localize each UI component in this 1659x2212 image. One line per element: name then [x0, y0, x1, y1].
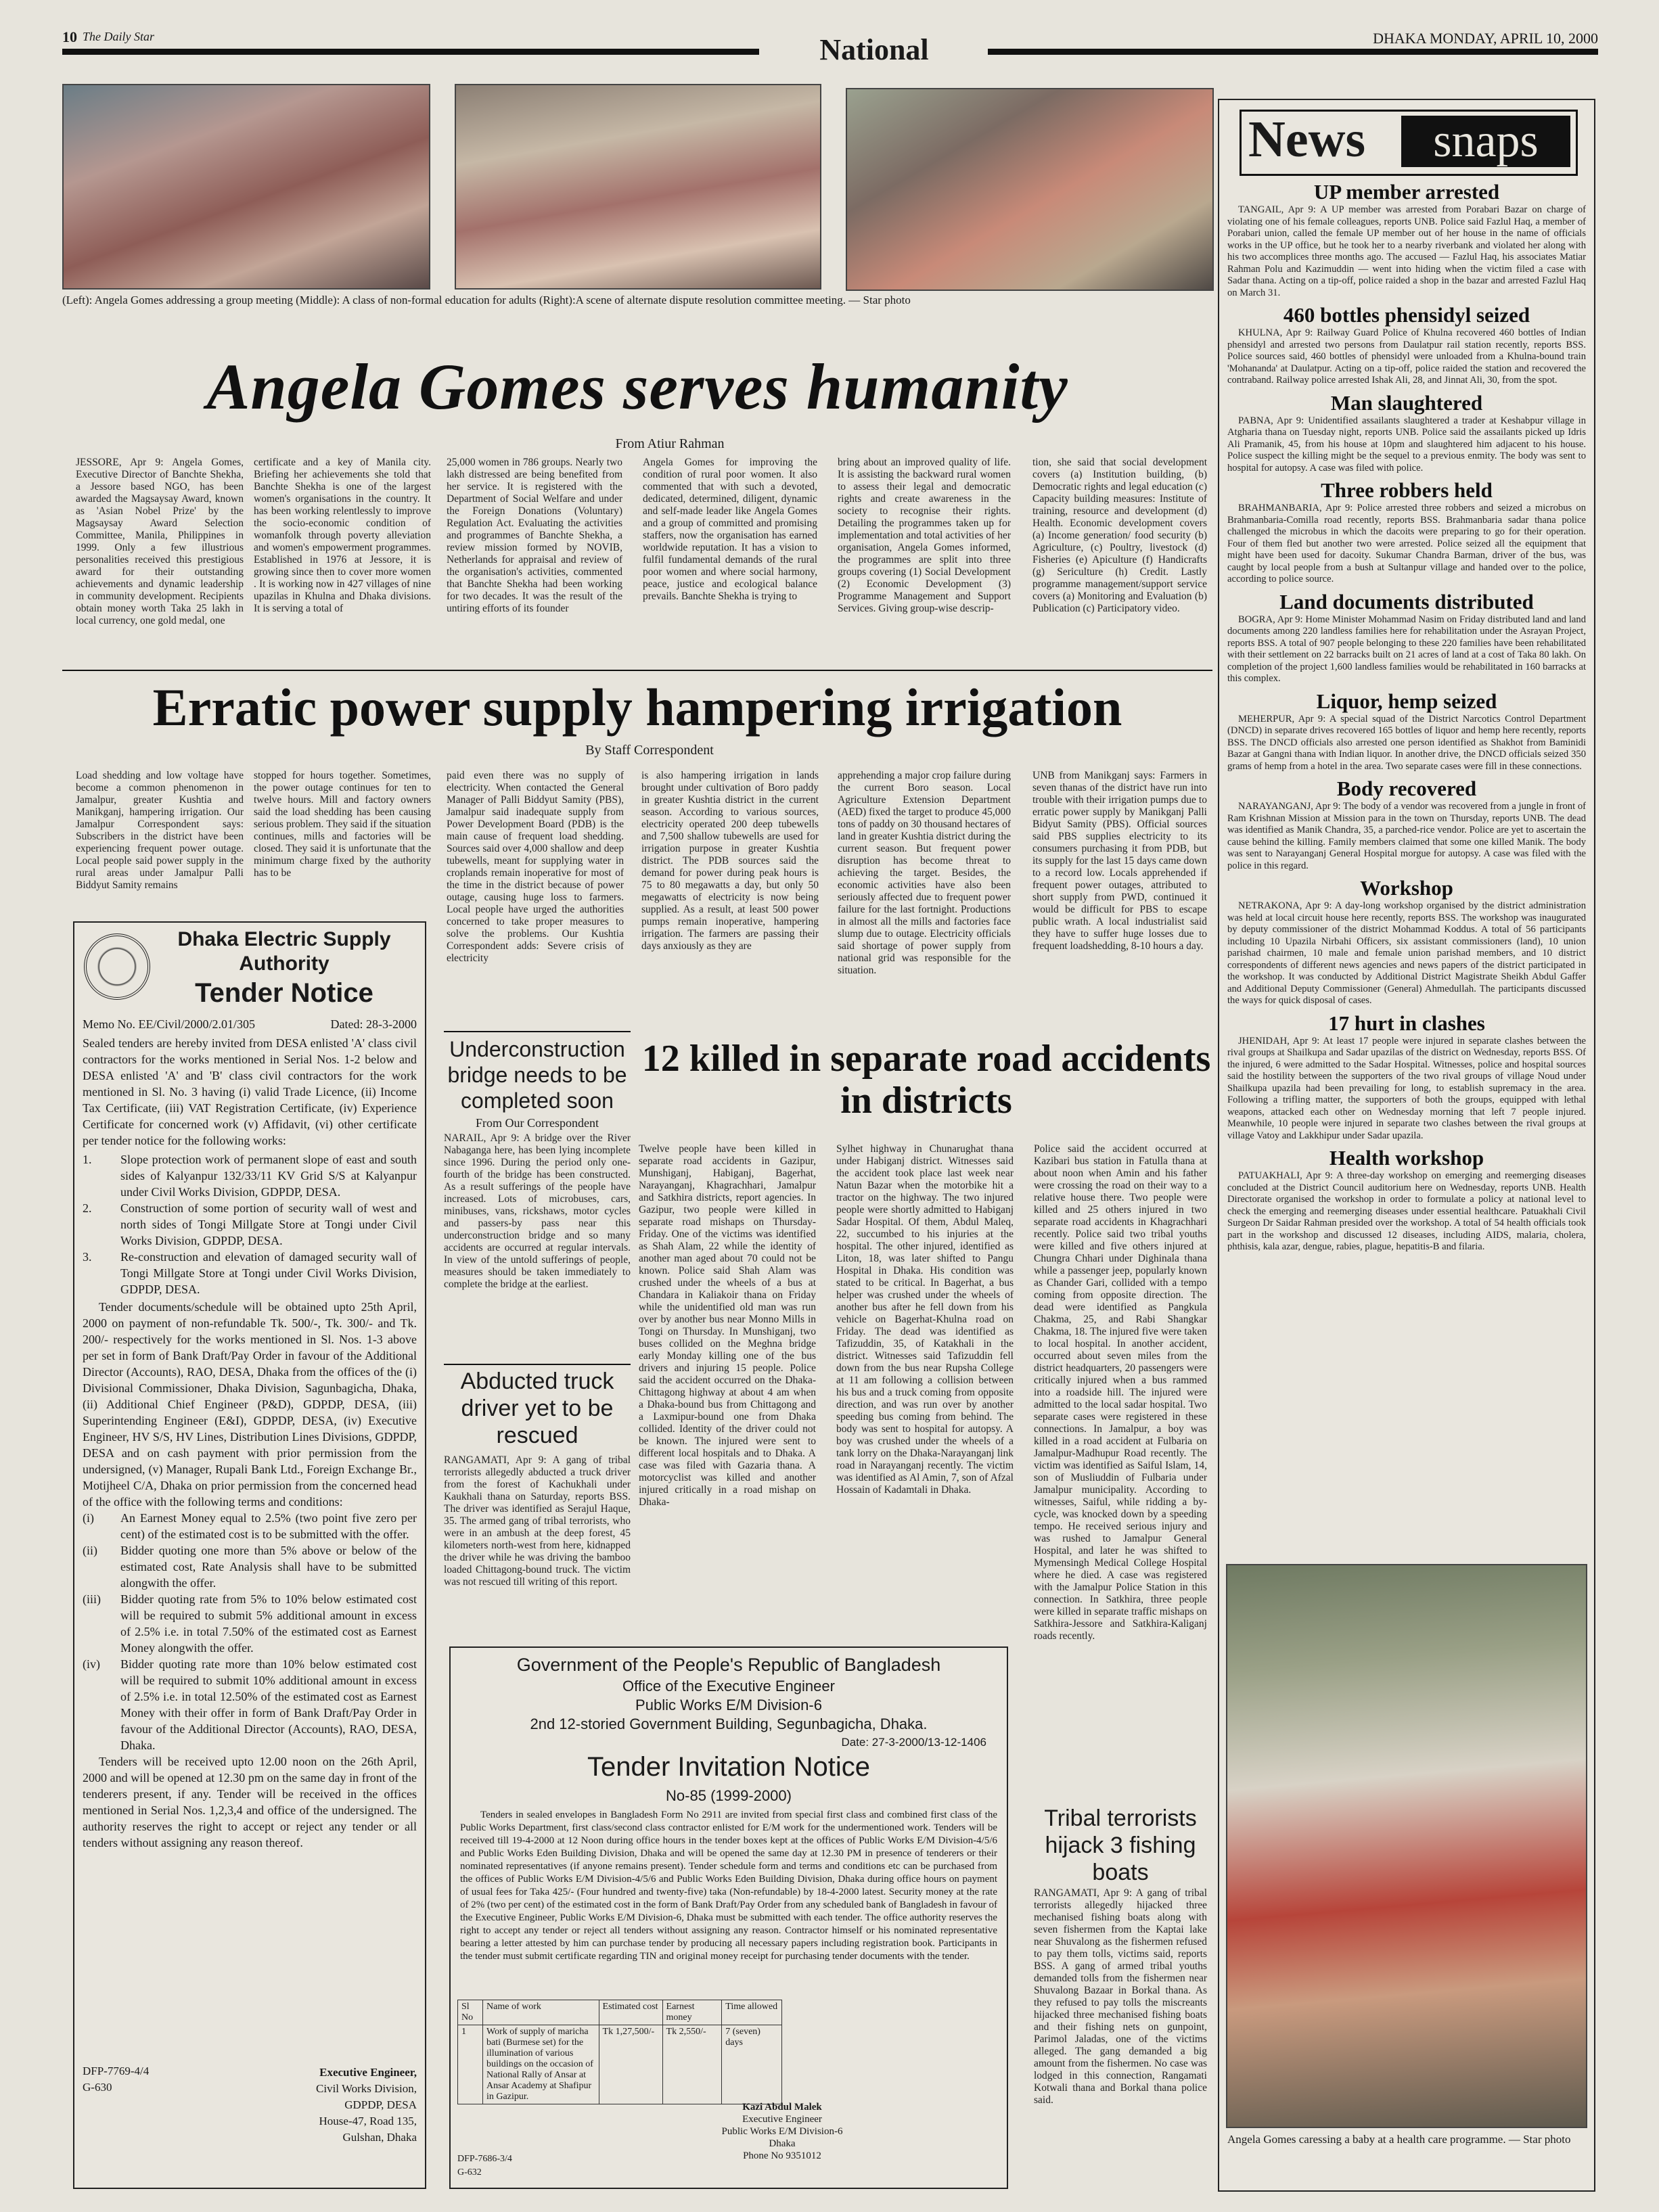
snap-body: BOGRA, Apr 9: Home Minister Mohammad Nasim on Friday distributed land and land documents among 220 landless families here for rehabilitation under the Asrayan Project, reports BSS. A total of 907 people belonging to these 220 families have been rehabilitated with their settlement on 22 barracks built on 21 acres of land at a cost of Taka 80 lakh. On completion of the project 1,600 landless families would be rehabilitated in 160 barracks at this complex. [1227, 614, 1586, 684]
desa-intro: Sealed tenders are hereby invited from DESA enlisted 'A' class civil contractors for the works mentioned in Serial Nos. 1-2 below and DESA enlisted 'A' and 'B' class civil contractors for the work mentioned in Sl. No. 3 having (i) valid Trade Licence, (ii) Income Tax Certificate, (iii) VAT Registration Certificate, (iv) Experience Certificate for concerned work (v) Affidavit, (vi) other certificate per tender notice for the following works: [83, 1036, 417, 1147]
pwd-signer-line: Dhaka [769, 2138, 796, 2149]
desa-condition-number: (ii) [83, 1544, 97, 1557]
list-item [1227, 1146, 1586, 1253]
road-column-2: Sylhet highway in Chunarughat thana under Habiganj district. Witnesses said the accident took place last week near Natun Bazar when the motorbike hit a tractor on the highway. The two injured people were shortly admitted to Habiganj Sadar Hospital. Of them, Abdul Maleq, 22, succumbed to his injuries at the hospital. The other injured, identified as Liton, 18, was later shifted to Pangu Hospital in Dhaka. His condition was stated to be critical. In Bagerhat, a bus helper was crushed under the wheels of another bus after he fell down from his vehicle on Bagerhat-Khulna road on Friday. The dead was identified as Tafizuddin, 35, of Katakhali in the district. Witnesses said Tafizuddin fell down from the bus near Rupsha College at 11 am following a collision between his bus and a truck coming from opposite direction, and was run over by another speeding bus coming from behind. The body was sent to hospital for autopsy. A boy was crushed under the wheels of a tank lorry on the Dhaka-Narayanganj link road in Narayanganj recently. The victim was identified as Al Amin, 7, son of Afzal Hossain of Kadamtali in Dhaka. [836, 1143, 1014, 1496]
desa-signer-line: Civil Works Division, [316, 2082, 417, 2095]
photo-angela-gomes-with-baby [1226, 1564, 1587, 2128]
bridge-top-rule [444, 1031, 631, 1032]
desa-signer-line: GDPDP, DESA [344, 2098, 417, 2111]
list-item [1227, 180, 1586, 299]
desa-signature-block [241, 2065, 417, 2146]
irrigation-headline: Erratic power supply hampering irrigation [152, 678, 1122, 737]
snap-body: JHENIDAH, Apr 9: At least 17 people were injured in separate clashes between the rival groups at Shailkupa and Sadar upazilas of the district on Wednesday, reports BSS. Of the injured, 6 were admitted to the Sadar Hospital. Witnesses, police and hospital sources said the hostility between the supporters of the two rival groups of village Noud under Shailkupa upazila had been prevailing for long, to establish supremacy in the area. Following a trifling matter, the supporters of both the groups, equipped with lethal weapons, attacked each other on Wednesday morning that left 7 people injured. Meanwhile, 10 people were injured in separate two clashes between the rival groups at village Vatoy and Lakkhipur under Sadar upazila. [1227, 1035, 1586, 1141]
lead-byline: From Atiur Rahman [615, 436, 725, 451]
tribal-headline: Tribal terrorists hijack 3 fishing boats [1044, 1805, 1197, 1885]
desa-condition-number: (i) [83, 1511, 94, 1525]
list-item [1227, 303, 1586, 387]
list-item [1227, 777, 1586, 872]
pwd-signer-line: Public Works E/M Division-6 [721, 2126, 843, 2137]
desa-closing: Tenders will be received upto 12.00 noon on the 26th April, 2000 and will be opened at 12.30 pm on the same day in front of the tenderers present, if any. Tender will be received in the offices mentioned in Serial Nos. 1,2,3,4 and office of the undersigned. The authority reserves the right to accept or reject any tender or all tenders without assigning any reason thereof. [83, 1755, 417, 1849]
pwd-cell-time: 7 (seven) days [722, 2025, 782, 2104]
bridge-byline: From Our Correspondent [476, 1116, 599, 1130]
road-column-1: Twelve people have been killed in separate road accidents in Gazipur, Munshiganj, Habiganj, Bagerhat, Narayanganj, Khagrachhari, Jamalpur and Satkhira districts, report agencies. In Gazipur, two people were killed in separate road mishaps on Thursday-Friday. One of the victims was identified as Shah Alam, 22 while the identity of another man aged about 70 could not be known. Police said Shah Alam was crushed under the wheels of a bus at Chandara in Kaliakoir thana on Friday while the unidentified old man was run over by another bus near Monno Mills in Tongi on Thursday. In Munshiganj, two buses collided on the Meghna bridge early Monday killing one of the bus drivers and injuring 15 people. Police said the accident occurred on the Dhaka-Chittagong highway at about 4 am when a Dhaka-bound bus from Chittagong and a Laxmipur-bound one from Dhaka collided. Identity of the driver could not be known. The injured were sent to different local hospitals and to Dhaka. A case was filed with Gazaria thana. A motorcyclist was killed and another injured critically in a road mishap on Dhaka- [639, 1143, 816, 1508]
list-item [1227, 478, 1586, 586]
irrigation-column-6: UNB from Manikganj says: Farmers in seven thanas of the district have run into trouble with their irrigation pumps due to erratic power supply by Manikganj Palli Bidyut Samity (PBS). Official sources said PBS supplies electricity to its consumers purchasing it from PDB, but its supply for the last 15 days came down to a record low. Locals apprehended if frequent power outages, attributed to short supply from PWD, continued it would be difficult for PBS to escape public wrath. A local industrialist said they have to suffer huge losses due to frequent loadshedding, 8-10 hours a day. [1032, 770, 1207, 952]
desa-work-item [83, 1200, 417, 1249]
photo-adult-education-class [455, 84, 821, 290]
pwd-gov-line: Government of the People's Republic of Bangladesh [516, 1655, 941, 1675]
snap-headline: Land documents distributed [1279, 589, 1534, 614]
desa-condition-text: An Earnest Money equal to 2.5% (two point five zero per cent) of the estimated cost is to be submitted with the offer. [120, 1511, 417, 1541]
road-column-3: Police said the accident occurred at Kazibari bus station in Fatulla thana at about noon when Amin and his father were crossing the road on their way to a relative house there. Two people were killed and 25 others injured in two separate road accidents in Khagrachhari recently. Police said two tribal youths were killed and five others injured at Chungra Chhari under Dighinala thana while a passenger jeep, popularly known as Chander Gari, collided with a tempo coming from opposite direction. The dead were identified as Pangkula Chakma, 25, and Rabi Shangkar Chakma, 18. The injured five were taken to local hospital. In another accident, occurred about seven miles from the district headquarters, 20 passengers were critically injured when a bus rammed into a roadside hill. The injured were admitted to the local sadar hospital. Two separate cases were registered in these connections. In Jamalpur, a boy was killed in a road accident at Fulbaria on Jamalpur-Madhupur Road recently. The victim was identified as Saiful Islam, 14, son of Musliuddin of Fulbaria under Jamalpur municipality. According to witnesses, Saiful, while ridding a by-cycle, was knocked down by a speeding tempo. He received serious injury and was rushed to Jamalpur General Hospital, and later he was shifted to Mymensingh Medical College Hospital where he died. A case was registered with the Jamalpur Police Station in this connection. In Satkhira, three people were killed in separate traffic mishaps on Satkhira-Jessore and Satkhira-Kaliganj roads recently. [1034, 1143, 1207, 1642]
truck-top-rule [444, 1364, 631, 1365]
pwd-signer-line: Executive Engineer [742, 2114, 822, 2125]
snap-body: BRAHMANBARIA, Apr 9: Police arrested three robbers and seized a microbus on Brahmanbaria-Comilla road recently, reports BSS. Brahmanbaria sadar thana police challenged the microbus in which the dacoits were preparing to go for their operation. Four of them fled but another two were arrested. Police seized all the equipment that might have been used for dacoity. Sukumar Chandra Barman, driver of the bus, was caught by local people from a bush at Sultanpur village and handed over to the police, according to police source. [1227, 503, 1586, 584]
desa-org-line-1: Dhaka Electric Supply [177, 928, 391, 950]
photo-dispute-resolution-meeting [846, 88, 1214, 291]
snap-body: PABNA, Apr 9: Unidentified assailants slaughtered a trader at Keshabpur village in Atgharia thana on Tuesday night, reports UNB. Police said the assailants picked up Idris Ali Pramanik, 45, from his house at 10pm and slaughtered him adjacent to his house. Police suspect the killing might be the sequel to a previous enmity. The body was sent to hospital for autopsy. A case was filed with police. [1227, 415, 1586, 474]
snap-body: NETRAKONA, Apr 9: A day-long workshop organised by the district administration was held at local circuit house here recently, reports BSS. The workshop was inaugurated by deputy commissioner of the district Mohammad Koddus. A total of 56 participants including 10 Upazila Nirbahi Officers, six assistant commissioners (land), 10 union parishad chairmen, 10 male and female union parishad members, and 10 district correspondents of different news agencies and news papers of the district participated in the workshop. It was conducted by Additional District Magistrate Sheikh Abdul Gaffer and Additional Deputy Commissioner (General) Ahmedullah. The participants discussed the ways for quick disposal of cases. [1227, 900, 1586, 1006]
pwd-header-cost: Estimated cost [599, 2000, 662, 2025]
snap-headline: 460 bottles phensidyl seized [1283, 303, 1530, 327]
lead-column-6: tion, she said that social development covers (a) Institution building, (b) Democratic rights and legal education (c) Capacity building measures: Institute of training, resource and development (d) Health. Economic development covers (a) Income generation/ food security (b) Agriculture, (c) Poultry, livestock (d) Fisheries (e) Apiculture (f) Handicrafts (g) Sericulture (h) Credit. Lastly programme management/support service covers (a) Monitoring and Evaluation (b) Publication (c) Participatory video. [1032, 457, 1207, 614]
pwd-dfp: DFP-7686-3/4 [457, 2154, 512, 2164]
pwd-header-earnest: Earnest money [662, 2000, 722, 2025]
photo-group-meeting [62, 84, 430, 290]
page-number: 10 [62, 28, 77, 45]
snap-headline: UP member arrested [1313, 180, 1500, 204]
desa-signer-line: Gulshan, Dhaka [342, 2131, 417, 2144]
desa-dfp: DFP-7769-4/4 [83, 2065, 150, 2077]
pwd-signer-line: Phone No 9351012 [743, 2150, 821, 2161]
pwd-cell-sl: 1 [458, 2025, 483, 2104]
desa-signer-title: Executive Engineer, [319, 2066, 417, 2079]
desa-body: Tender documents/schedule will be obtained upto 25th April, 2000 on payment of non-refundable Tk. 500/-, Tk. 300/- and Tk. 200/- respectively for the works mentioned in Sl. Nos. 1-3 above per set in form of Bank Draft/Pay Order in favour of the Additional Director (Accounts), RAO, DESA, Dhaka from the offices of the (i) Divisional Commissioner, Dhaka Division, Sagunbagicha, Dhaka, (ii) Additional Chief Engineer (P&D), GDPDP, DESA, (iii) Superintending Engineer (E&I), GDPDP, DESA, (iv) Executive Engineer, HV S/S, HV Lines, Distribution Lines Divisions, GDPDP, DESA and on cash payment with prior permission from the undersigned, (v) Manager, Rupali Bank Ltd., Foreign Exchange Br., Motijheel C/A, Dhaka on prior permission from the concerned head of the office with the following terms and conditions: [83, 1300, 417, 1508]
snap-headline: Health workshop [1329, 1146, 1484, 1170]
desa-work-number: 2. [83, 1201, 92, 1215]
desa-condition [83, 1656, 417, 1753]
desa-memo: Memo No. EE/Civil/2000/2.01/305 [83, 1017, 255, 1031]
masthead [62, 27, 1598, 68]
desa-notice-body [83, 1035, 417, 1851]
truck-body: RANGAMATI, Apr 9: A gang of tribal terrorists allegedly abducted a truck driver from the forest of Kachukhali under Kaukhali thana on Saturday, reports BSS. The driver was identified as Serajul Haque, 35. The armed gang of tribal terrorists, who were in an ambush at the deep forest, 45 kilometers north-west from here, kidnapped the driver while he was driving the bamboo loaded Chittagong-bound truck. The victim was not rescued till writing of this report. [444, 1454, 631, 1588]
pwd-date: Date: 27-3-2000/13-12-1406 [841, 1736, 986, 1749]
pwd-cell-earnest: Tk 2,550/- [662, 2025, 722, 2104]
desa-condition [83, 1542, 417, 1591]
pwd-header-sl: Sl No [458, 2000, 483, 2025]
snaps-photo-caption: Angela Gomes caressing a baby at a health care programme. — Star photo [1227, 2133, 1571, 2146]
desa-work-text: Slope protection work of permanent slope of east and south sides of Kalyanpur 132/33/11 KV Grid S/S at Kalyanpur under Civil Works Division, GDPDP, DESA. [120, 1153, 417, 1199]
list-item [1227, 876, 1586, 1007]
desa-condition-text: Bidder quoting rate from 5% to 10% below estimated cost will be required to submit 5% additional amount in excess of 2.5% i.e. in total 7.50% of the estimated cost as Earnest Money alongwith the offer. [120, 1592, 417, 1655]
snap-body: MEHERPUR, Apr 9: A special squad of the District Narcotics Control Department (DNCD) in separate drives recovered 165 bottles of liquor and hemp here recently, reports BSS. The DNCD officials also arrested one person identified as Shakhot from Baminidi Bazar at Gangni thana with Indian liquor. In another drive, the DNCD officials seized 350 grams of hemp from a hotel in the area. Two separate cases were fill in these connections. [1227, 713, 1586, 772]
photo-caption: (Left): Angela Gomes addressing a group meeting (Middle): A class of non-formal education for adults (Right):A scene of alternate dispute resolution committee meeting. — Star photo [62, 294, 911, 306]
news-snaps-list [1227, 180, 1586, 1628]
pwd-division-line: Public Works E/M Division-6 [635, 1697, 822, 1713]
desa-work-text: Re-construction and elevation of damaged security wall of Tongi Millgate Store at Tongi under Civil Works Division, GDPDP, DESA. [120, 1250, 417, 1296]
pwd-work-table [457, 2000, 782, 2104]
list-item [1227, 689, 1586, 773]
masthead-rule-left [62, 49, 759, 55]
pwd-cell-cost: Tk 1,27,500/- [599, 2025, 662, 2104]
desa-condition-text: Bidder quoting rate more than 10% below estimated cost will be required to submit 10% additional amount in excess of 2.5% i.e. in total 12.50% of the estimated cost as Earnest Money with their offer in form of Bank Draft/Pay Order in favour of the Additional Director (Accounts), RAO, DESA, Dhaka. [120, 1657, 417, 1752]
desa-condition [83, 1510, 417, 1542]
desa-signer-line: House-47, Road 135, [319, 2115, 417, 2127]
masthead-rule-right [988, 49, 1598, 55]
bridge-headline: Underconstruction bridge needs to be completed soon [447, 1037, 627, 1113]
pwd-header-name: Name of work [483, 2000, 599, 2025]
lead-column-4: Angela Gomes for improving the condition of rural poor women. It also commented that with such a devoted, dedicated, determined, diligent, dynamic and self-made leader like Angela Gomes and a group of committed and promising staffers, now the organisation has earned worldwide reputation. It has a vision to fulfil fundamental demands of the rural poor women and where social harmony, peace, justice and ecological balance prevails. Banchte Shekha is trying to [643, 457, 817, 602]
pwd-notice-number: No-85 (1999-2000) [666, 1787, 792, 1804]
lead-column-5: bring about an improved quality of life. It is assisting the backward rural women to assess their legal and democratic rights and create awareness in the society to recognise their rights. Detailing the programmes taken up for implementation and total activities of her organisation, Angela Gomes informed, the programmes are split into three groups covering (1) Social Development (2) Economic Development (3) Programme Management and Support Services. Giving group-wise descrip- [838, 457, 1011, 614]
pwd-building-line: 2nd 12-storied Government Building, Segunbagicha, Dhaka. [530, 1715, 928, 1732]
news-snaps-panel [1218, 99, 1595, 2192]
snap-body: TANGAIL, Apr 9: A UP member was arrested from Porabari Bazar on charge of violating one of his female colleagues, reports UNB. Police said Fazlul Haq, a member of Porabari union, called the female UP member out of her house in the name of officials works in the UP office, but he took her to a nearby riverbank and violated her along with his two accomplices three months ago. The accused — Fazlul Haq, his associates Matiar Rahman Polu and Kazimuddin — went into hiding when the victim filed a case with Sadar thana. Acting on a tip-off, police raided a shop in the bazar and arrested Fazlul Haq on March 31. [1227, 204, 1586, 298]
pwd-table-header [458, 2000, 782, 2025]
desa-g-number: G-630 [83, 2081, 112, 2094]
snap-body: PATUAKHALI, Apr 9: A three-day workshop on emerging and reemerging diseases concluded at the District Council auditorium here on Wednesday, reports UNB. Health Directorate organised the workshop in order to formulate a policy at national level to check the emerging and reemerging diseases under essential healthcare. Patuakhali Civil Surgeon Dr Saidar Rahman presided over the workshop. A total of 54 health officials took part in the workshop and discussed 12 diseases, including AIDS, malaria, cholera, phthisis, kala azar, dengue, rabies, plague, hepatitis-B and filaria. [1227, 1170, 1586, 1252]
desa-condition [83, 1591, 417, 1656]
desa-work-number: 1. [83, 1153, 92, 1166]
lead-divider [62, 670, 1212, 671]
road-headline: 12 killed in separate road accidents in districts [641, 1038, 1211, 1122]
snap-headline: Liquor, hemp seized [1316, 689, 1497, 713]
pwd-notice-title: Tender Invitation Notice [587, 1752, 870, 1782]
dateline: DHAKA MONDAY, APRIL 10, 2000 [1373, 30, 1598, 47]
pwd-tender-notice [449, 1646, 1008, 2189]
news-snaps-title [1240, 110, 1578, 176]
lead-column-2: certificate and a key of Manila city. Briefing her achievements she told that Banchte Shekha is one of the largest women's organisations in the country. It has been working relentlessly to improve the socio-economic condition of womanfolk through poverty alleviation and women's empowerment programmes. Established in 1976 at Jessore, it is growing since then to cover more women . It is working now in 427 villages of nine upazilas in Khulna and Dhaka divisions. It is serving a total of [254, 457, 431, 614]
snap-body: NARAYANGANJ, Apr 9: The body of a vendor was recovered from a jungle in front of Ram Krishnan Mission at Mission para in the town on Thursday, reports UNB. The dead was identified as Manik Chandra, 35, a parched-rice vendor. Police are yet to ascertain the cause behind the killing. Family members claimed that some one killed Manik. The body was sent to Narayanganj General Hospital morgue for autopsy. A case was filed with the police in this regard. [1227, 801, 1586, 871]
desa-condition-number: (iv) [83, 1657, 100, 1671]
snap-headline: Man slaughtered [1330, 390, 1483, 415]
lead-headline: Angela Gomes serves humanity [206, 350, 1068, 423]
pwd-header-time: Time allowed [722, 2000, 782, 2025]
news-snaps-title-word-1: News [1248, 111, 1366, 168]
desa-work-number: 3. [83, 1250, 92, 1264]
bridge-body: NARAIL, Apr 9: A bridge over the River Nabaganga here, has been lying incomplete since 1996. During the period only one-fourth of the bridge has been constructed. As a result sufferings of the people have increased. Lots of microbuses, cars, minibuses, vans, rickshaws, motor cycles and passers-by pass near this underconstruction bridge and so many accidents are occurred at regular intervals. In view of the untold sufferings of people, measures should be taken immediately to complete the bridge at the earliest. [444, 1132, 631, 1290]
desa-tender-notice [73, 921, 426, 2189]
truck-headline: Abducted truck driver yet to be rescued [460, 1368, 614, 1448]
pwd-signature-block [681, 2101, 884, 2162]
snap-headline: Body recovered [1336, 777, 1477, 800]
snap-headline: 17 hurt in clashes [1328, 1011, 1485, 1035]
lead-column-3: 25,000 women in 786 groups. Nearly two lakh distressed are being benefited from her service. It is registered with the Department of Social Welfare and under the Foreign Donations (Voluntary) Regulation Act. Evaluating the activities and programmes of Banchte Shekha, a review mission formed by NOVIB, Netherlands for appraisal and review of the organisation's activities, commented that Banchte Shekha had been working for two decades. It was the result of the untiring efforts of its founder [447, 457, 622, 614]
pwd-g-number: G-632 [457, 2167, 482, 2178]
snap-body: KHULNA, Apr 9: Railway Guard Police of Khulna recovered 460 bottles of Indian phensidyl and arrested two persons from Daulatpur rail station recently, reports BSS. Police sources said, 460 bottles of phensidyl were unloaded from a Khulna-bound train 'Mohananda' at Daulatpur. Acting on a tip-off, police raided the station and recovered the contraband. Railway police arrested Ishak Ali, 28, and Jinnat Ali, 30, from the spot. [1227, 327, 1586, 386]
irrigation-column-2: stopped for hours together. Sometimes, the power outage continues for ten to twelve hours. Mill and factory owners said the load shedding has been causing serious problem. They said if the situation continues, mills and factories will be closed. They said it is unfortunate that the minimum charge fixed by the authority has to be [254, 770, 431, 879]
desa-dated: Dated: 28-3-2000 [330, 1017, 417, 1031]
list-item [1227, 391, 1586, 475]
pwd-office-line: Office of the Executive Engineer [622, 1678, 835, 1695]
news-snaps-title-word-2: snaps [1401, 116, 1570, 167]
paper-name: The Daily Star [83, 30, 154, 43]
desa-work-item [83, 1249, 417, 1297]
list-item [1227, 590, 1586, 685]
desa-work-item [83, 1151, 417, 1200]
irrigation-column-1: Load shedding and low voltage have become a common phenomenon in Jamalpur, greater Kushtia and Manikganj, hampering irrigation. Our Jamalpur Correspondent says: Subscribers in the district have been experiencing frequent power outage. Local people said power supply in the rural areas under Jamalpur Palli Biddyut Samity remains [76, 770, 244, 891]
lead-column-1: JESSORE, Apr 9: Angela Gomes, Executive Director of Banchte Shekha, a Jessore based NGO, has been awarded the Magsaysay Award, known as 'Asian Nobel Prize' by the Magsaysay Award Selection Committee, Manila, Philippines in 1999. Only a few illustrious personalities received this prestigious award for their outstanding achievements and dynamic leadership in community development. Recipients obtain money worth Taka 25 lakh in local currency, one gold medal, one [76, 457, 244, 626]
desa-work-text: Construction of some portion of security wall of west and north sides of Tongi Millgate Store at Tongi under Civil Works Division, GDPDP, DESA. [120, 1201, 417, 1247]
irrigation-column-5: apprehending a major crop failure during the current Boro season. Local Agriculture Extension Department (AED) fixed the target to produce 45,000 tons of paddy on 30 thousand hectares of land in greater Kushtia district during the current season. But frequent power disruption has become threat to achieving the target. Besides, the economic activities have also been seriously affected due to frequent power failure for the last fortnight. Productions in almost all the mills and factories face slump due to outage. Electricity officials said shortage of power supply from national grid was responsible for the situation. [838, 770, 1011, 976]
pwd-signer-name: Kazi Abdul Malek [742, 2102, 822, 2113]
list-item [1227, 1011, 1586, 1143]
desa-org-line-2: Authority [239, 952, 329, 975]
desa-condition-number: (iii) [83, 1592, 101, 1606]
irrigation-column-3: paid even there was no supply of electricity. When contacted the General Manager of Palli Biddyut Samity (PBS), Jamalpur said inadequate supply from Power Development Board (PDB) is the main cause of frequent load shedding. Sources said over 4,000 shallow and deep tubewells, meant for supplying water in croplands remain inoperative for most of the time in the district because of power outage, causing huge loss to farmers. Local people have urged the authorities concerned to take proper measures to solve the problems. Our Kushtia Correspondent adds: Severe crisis of electricity [447, 770, 624, 964]
irrigation-byline: By Staff Correspondent [585, 743, 714, 758]
snap-headline: Workshop [1360, 876, 1453, 900]
section-title: National [819, 33, 929, 66]
desa-notice-title: Tender Notice [195, 978, 373, 1008]
snap-headline: Three robbers held [1321, 478, 1493, 502]
irrigation-column-4: is also hampering irrigation in lands brought under cultivation of Boro paddy in greater Kushtia district in the current season. According to various sources, electricity operated 200 deep tubewells and 7,500 shallow tubewells are used for irrigation purpose in greater Kushtia district. The PDB sources said the demand for power during peak hours is 75 to 80 megawatts a day, but only 50 megawatts of electricity is now being supplied. As a result, at least 500 power pumps remain inoperative, hampering irrigation. The farmers are passing their days anxiously as they are [641, 770, 819, 952]
table-row [458, 2025, 782, 2104]
desa-condition-text: Bidder quoting one more than 5% above or below of the estimated cost, Rate Analysis shall have to be submitted alongwith the offer. [120, 1544, 417, 1590]
pwd-cell-name: Work of supply of maricha bati (Burmese set) for the illumination of various buildings on the occasion of National Rally of Ansar at Ansar Academy at Shafipur in Gazipur. [483, 2025, 599, 2104]
tribal-body: RANGAMATI, Apr 9: A gang of tribal terrorists allegedly hijacked three mechanised fishing boats along with seven fishermen from the Kaptai lake near Shuvalong as the fishermen refused to pay them tolls, victims said, reports BSS. A gang of armed tribal youths demanded tolls from the fishermen near Shuvalong Bazaar in Borkal thana. As they refused to pay tolls the miscreants hijacked three mechanised fishing boats and their fishing nets on gunpoint, Parimol Jaladas, one of the victims alleged. The gang demanded a big amount from the fishermen. No case was lodged in this connection, Rangamati Kotwali thana and Borkal thana police said. [1034, 1887, 1207, 2106]
desa-logo [84, 934, 150, 1000]
pwd-body: Tenders in sealed envelopes in Bangladesh Form No 2911 are invited from special first class and combined first class of the Public Works Department, first class/second class contractor enlisted for E/M work for the undermentioned work. Tenders will be received till 19-4-2000 at 12 Noon during office hours in the tender boxes kept at the offices of Public Works E/M Division-4/5/6 and Public Works Eden Building Division, Dhaka and will be opened the same day at 12.30 PM in presence of tenderers or their nominated representatives (if anyone remains present). Tender schedule form and terms and conditions etc can be purchased from the offices of Public Works E/M Division-4/5/6 and Public Works Eden Building Division, Dhaka during office hours on payment of usual fees for Taka 425/- (Four hundred and twenty-five) taka (Non-refundable) by 18-4-2000 latest. Security money at the rate of 2% (two per cent) of the estimated cost in the form of Bank Draft/Pay Order from any scheduled bank of Bangladesh in favour of the Executive Engineer, Public Works E/M Division-6, Dhaka must be submitted with each tender. The office authority reserves the right to accept any tender or reject all tenders without assigning any reason. Contractor himself or his nominated representative bearing a letter attested by him can purchase tender by producing all necessary papers including registration book. Participants in the tender must submit certificate regarding TIN and original money receipt for purchasing tender documents with the tender. [460, 1810, 997, 1962]
